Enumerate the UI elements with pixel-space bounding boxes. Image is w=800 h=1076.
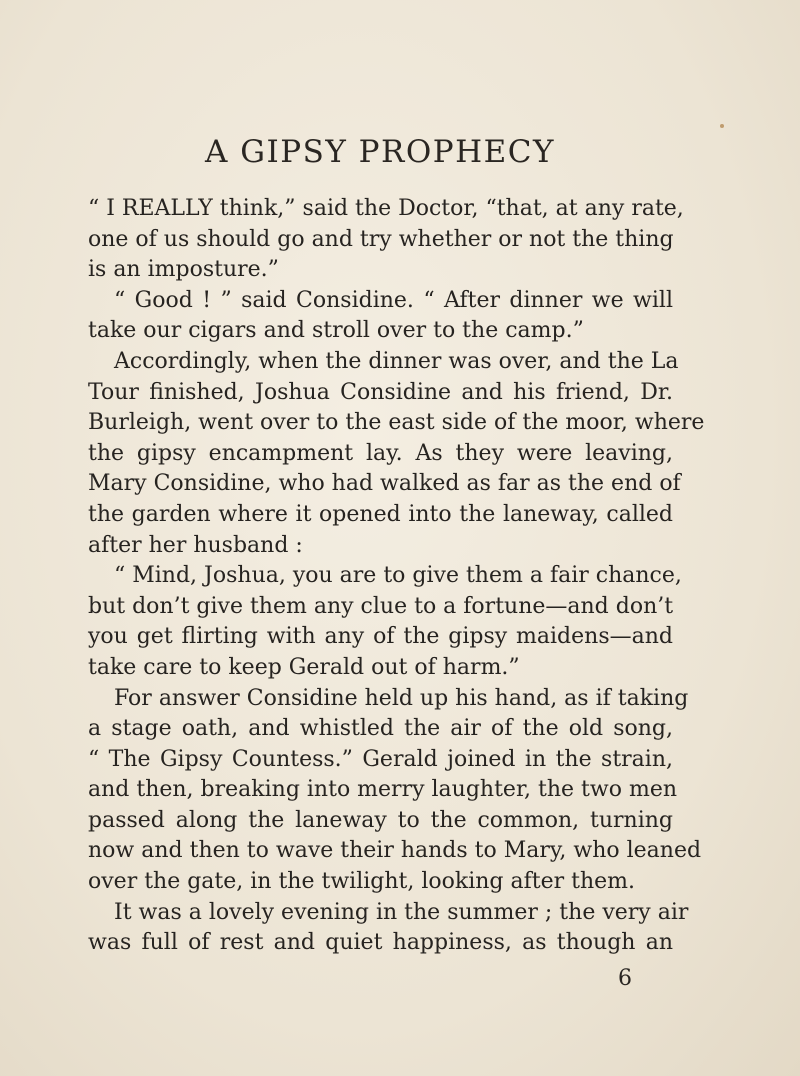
- text-line: take our cigars and stroll over to the camp.”: [88, 318, 584, 344]
- body-text: [88, 194, 705, 959]
- text-line: Burleigh, went over to the east side of the moor, where: [88, 410, 705, 436]
- text-line: “ Good ! ” said Considine. “ After dinner we will: [114, 287, 673, 313]
- text-line: “ I REALLY think,” said the Doctor, “that, at any rate,: [88, 196, 684, 221]
- text-line: after her husband :: [88, 532, 303, 558]
- text-line: was full of rest and quiet happiness, as though an: [88, 930, 673, 956]
- text-line: passed along the laneway to the common, turning: [88, 807, 673, 833]
- text-line: but don’t give them any clue to a fortune—and don’t: [88, 593, 674, 619]
- text-line: the gipsy encampment lay. As they were leaving,: [88, 440, 673, 466]
- text-line: Tour finished, Joshua Considine and his friend, Dr.: [88, 379, 673, 405]
- text-line: you get flirting with any of the gipsy maidens—and: [88, 624, 673, 650]
- text-line: Accordingly, when the dinner was over, and the La: [114, 348, 679, 374]
- running-title: A GIPSY PROPHECY: [205, 134, 555, 170]
- text-line: a stage oath, and whistled the air of the old song,: [88, 716, 673, 742]
- text-line: take care to keep Gerald out of harm.”: [88, 654, 520, 680]
- text-line: For answer Considine held up his hand, as if taking: [114, 685, 689, 711]
- text-line: Mary Considine, who had walked as far as the end of: [88, 471, 681, 497]
- text-line: the garden where it opened into the laneway, called: [88, 501, 673, 527]
- text-line: “ Mind, Joshua, you are to give them a fair chance,: [114, 563, 682, 589]
- paper-speck: [720, 124, 724, 128]
- text-line: “ The Gipsy Countess.” Gerald joined in the strain,: [88, 746, 673, 772]
- text-line: is an imposture.”: [88, 257, 279, 283]
- page-number: 6: [618, 966, 632, 991]
- text-line: one of us should go and try whether or not the thing: [88, 226, 674, 252]
- text-line: It was a lovely evening in the summer ; the very air: [114, 899, 689, 925]
- text-line: and then, breaking into merry laughter, the two men: [88, 777, 678, 803]
- text-line: now and then to wave their hands to Mary, who leaned: [88, 838, 702, 864]
- text-line: over the gate, in the twilight, looking after them.: [88, 869, 636, 895]
